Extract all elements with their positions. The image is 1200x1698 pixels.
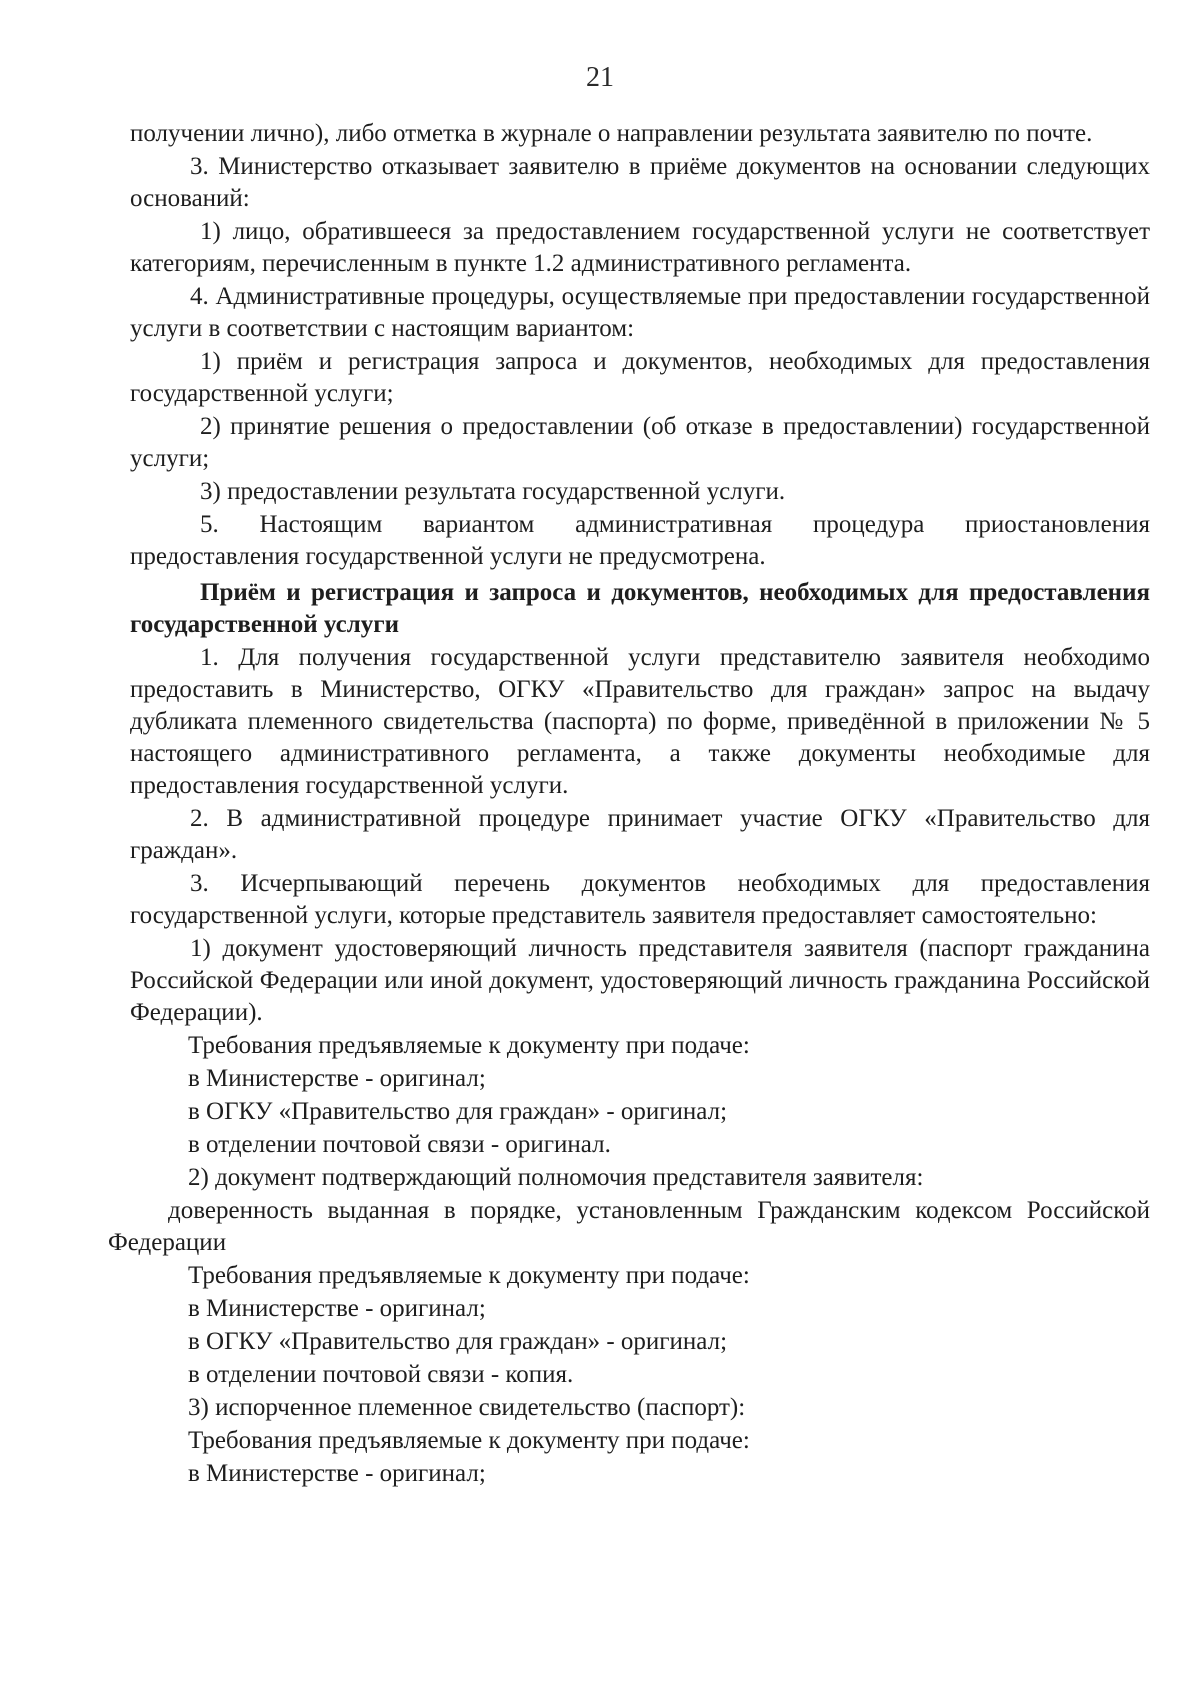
paragraph: 5. Настоящим вариантом административная процедура приостановления предоставления государственной услуги не предусмотрена. bbox=[130, 511, 1150, 570]
document-body bbox=[108, 118, 1150, 1490]
paragraph: в Министерстве - оригинал; bbox=[188, 1065, 486, 1092]
page-number: 21 bbox=[586, 62, 614, 93]
paragraph: Требования предъявляемые к документу при подаче: bbox=[188, 1032, 750, 1059]
paragraph: 2) принятие решения о предоставлении (об отказе в предоставлении) государственной услуги; bbox=[130, 413, 1150, 472]
paragraph: 1. Для получения государственной услуги представителю заявителя необходимо предоставить в Министерство, ОГКУ «Правительство для граждан» запрос на выдачу дубликата племенного свидетельства (паспорта) по форме, приведённой в приложении № 5 настоящего административного регламента, а также документы необходимые для предоставления государственной услуги. bbox=[130, 644, 1150, 799]
section-heading: Приём и регистрация и запроса и документов, необходимых для предоставления государственной услуги bbox=[130, 579, 1150, 638]
paragraph: 4. Административные процедуры, осуществляемые при предоставлении государственной услуги в соответствии с настоящим вариантом: bbox=[130, 283, 1150, 342]
paragraph: в ОГКУ «Правительство для граждан» - оригинал; bbox=[188, 1098, 728, 1125]
paragraph: 1) лицо, обратившееся за предоставлением государственной услуги не соответствует категориям, перечисленным в пункте 1.2 административного регламента. bbox=[130, 218, 1150, 277]
paragraph: 1) документ удостоверяющий личность представителя заявителя (паспорт гражданина Российской Федерации или иной документ, удостоверяющий личность гражданина Российской Федерации). bbox=[130, 935, 1150, 1026]
paragraph: 3. Министерство отказывает заявителю в приёме документов на основании следующих оснований: bbox=[130, 153, 1150, 212]
paragraph: 3) предоставлении результата государственной услуги. bbox=[200, 478, 786, 505]
paragraph: 2. В административной процедуре принимает участие ОГКУ «Правительство для граждан». bbox=[130, 805, 1150, 864]
paragraph: 1) приём и регистрация запроса и документов, необходимых для предоставления государственной услуги; bbox=[130, 348, 1150, 407]
paragraph: в отделении почтовой связи - копия. bbox=[188, 1361, 574, 1388]
paragraph: 2) документ подтверждающий полномочия представителя заявителя: bbox=[188, 1164, 924, 1191]
paragraph: получении лично), либо отметка в журнале о направлении результата заявителю по почте. bbox=[130, 120, 1093, 147]
paragraph: в отделении почтовой связи - оригинал. bbox=[188, 1131, 611, 1158]
paragraph: доверенность выданная в порядке, установленным Гражданским кодексом Российской Федерации bbox=[108, 1197, 1150, 1256]
paragraph: в Министерстве - оригинал; bbox=[188, 1460, 486, 1487]
paragraph: 3) испорченное племенное свидетельство (паспорт): bbox=[188, 1394, 746, 1421]
paragraph: 3. Исчерпывающий перечень документов необходимых для предоставления государственной услуги, которые представитель заявителя предоставляет самостоятельно: bbox=[130, 870, 1150, 929]
paragraph: в Министерстве - оригинал; bbox=[188, 1295, 486, 1322]
paragraph: Требования предъявляемые к документу при подаче: bbox=[188, 1427, 750, 1454]
paragraph: в ОГКУ «Правительство для граждан» - оригинал; bbox=[188, 1328, 728, 1355]
paragraph: Требования предъявляемые к документу при подаче: bbox=[188, 1262, 750, 1289]
